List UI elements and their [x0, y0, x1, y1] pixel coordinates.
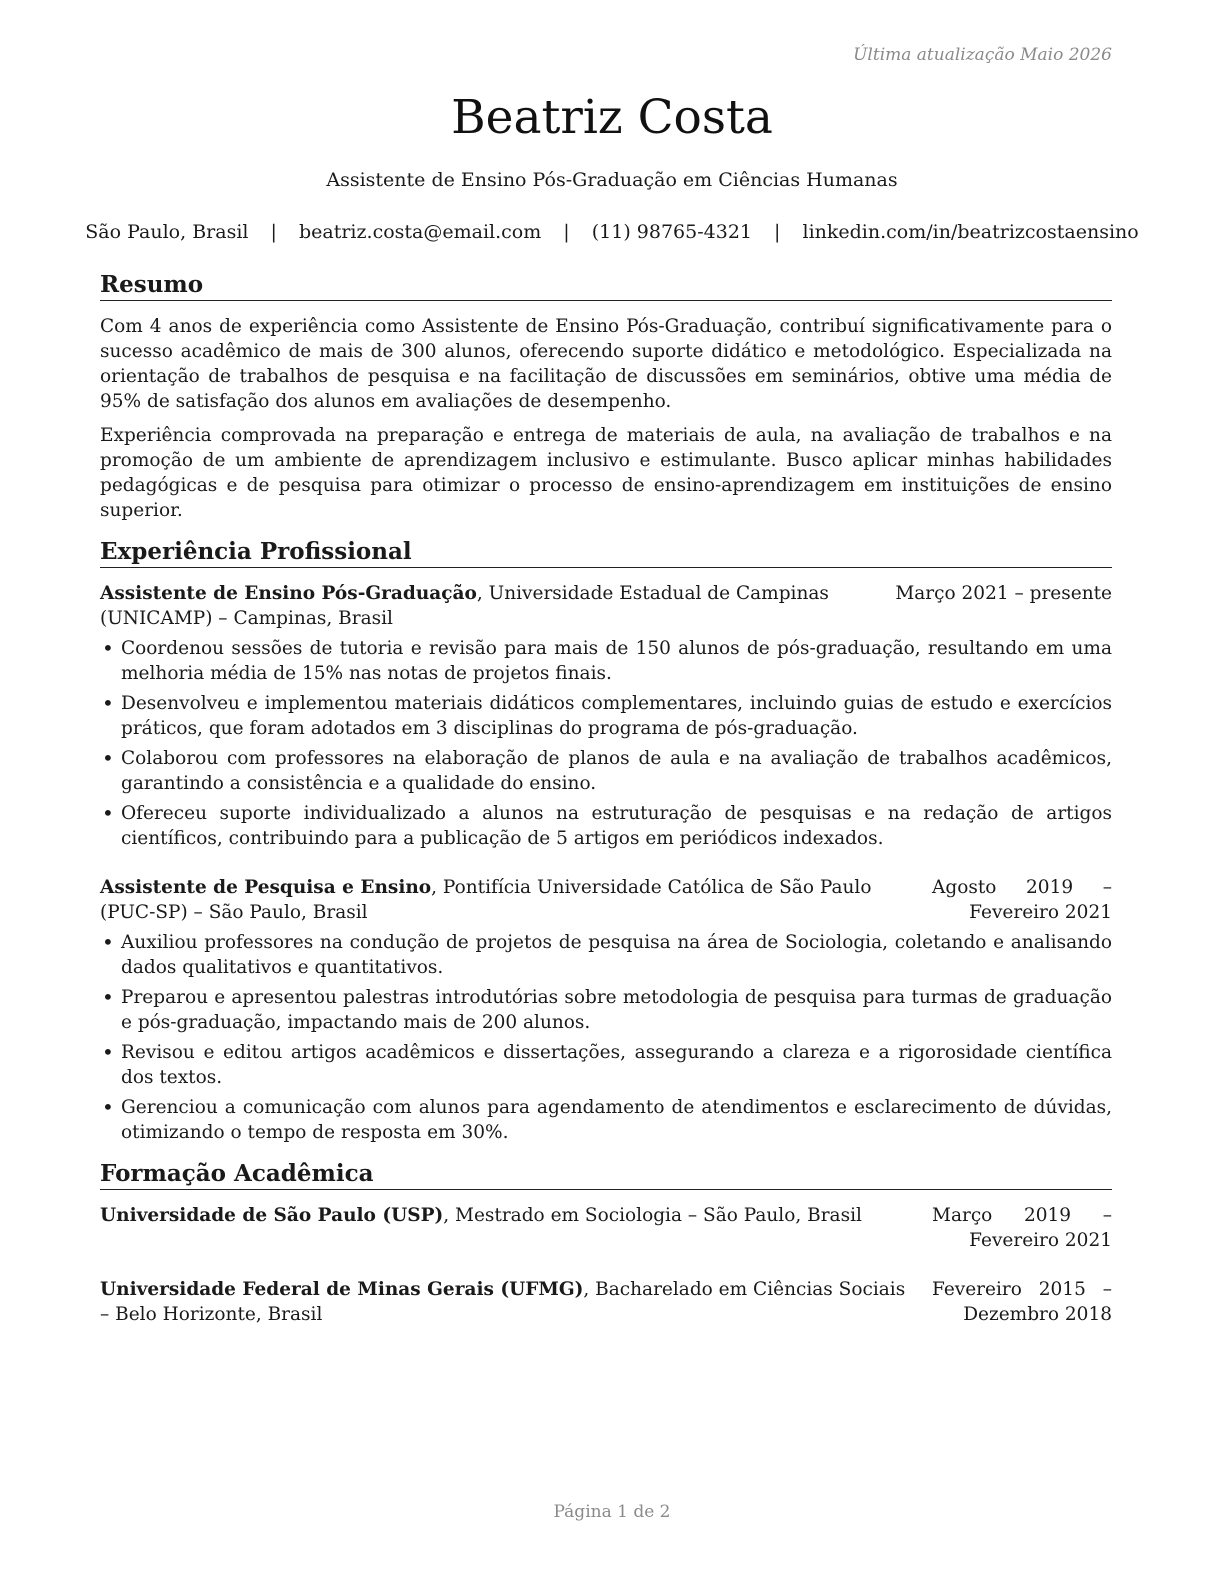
entry-header [100, 875, 1112, 925]
entry-header [100, 1277, 1112, 1327]
candidate-name: Beatriz Costa [451, 90, 773, 145]
summary-paragraph: Experiência comprovada na preparação e entrega de materiais de aula, na avaliação de trabalhos e na promoção de um ambiente de aprendizagem inclusivo e estimulante. Busco aplicar minhas habilidades pedagógicas e de pesquisa para otimizar o processo de ensino-aprendizagem em instituições de ensino superior. [100, 425, 1112, 521]
bullet-item: • Preparou e apresentou palestras introdutórias sobre metodologia de pesquisa para turmas de graduação e pós-graduação, impactando mais de 200 alunos. [100, 985, 1112, 1035]
resume-content [100, 270, 1112, 1327]
bullet-item: • Ofereceu suporte individualizado a alunos na estruturação de pesquisas e na redação de artigos científicos, contribuindo para a publicação de 5 artigos em periódicos indexados. [100, 801, 1112, 851]
entry-dates: Agosto 2019 – Fevereiro 2021 [932, 877, 1112, 923]
bullet-item: • Colaborou com professores na elaboração de planos de aula e na avaliação de trabalhos acadêmicos, garantindo a consistência e a qualidade do ensino. [100, 746, 1112, 796]
entry-title [100, 1203, 908, 1228]
entry-organization: , Pontifícia Universidade Católica de São Paulo (PUC-SP) – São Paulo, Brasil [100, 877, 872, 923]
entry-degree: , Bacharelado em Ciências Sociais – Belo Horizonte, Brasil [100, 1279, 906, 1325]
last-updated: Última atualização Maio 2026 [853, 45, 1112, 65]
entry-title [100, 581, 871, 631]
entry-header [100, 581, 1112, 631]
bullet-list [100, 930, 1112, 1145]
bullet-list [100, 636, 1112, 851]
education-entry [100, 1277, 1112, 1327]
entry-degree: , Mestrado em Sociologia – São Paulo, Brasil [443, 1205, 862, 1226]
entry-role: Assistente de Ensino Pós-Graduação [100, 583, 477, 604]
contact-linkedin[interactable]: linkedin.com/in/beatrizcostaensino [802, 221, 1139, 243]
experience-entry [100, 581, 1112, 851]
summary-paragraph: Com 4 anos de experiência como Assistente de Ensino Pós-Graduação, contribuí significativamente para o sucesso acadêmico de mais de 300 alunos, oferecendo suporte didático e metodológico. Especializada na orientação de trabalhos de pesquisa e na facilitação de discussões em seminários, obtive uma média de 95% de satisfação dos alunos em avaliações de desempenho. [100, 316, 1112, 412]
page-number: Página 1 de 2 [553, 1502, 671, 1522]
bullet-item: • Revisou e editou artigos acadêmicos e dissertações, assegurando a clareza e a rigorosidade científica dos textos. [100, 1040, 1112, 1090]
section-title-experience: Experiência Profissional [100, 537, 1112, 568]
entry-header [100, 1203, 1112, 1253]
entry-title [100, 1277, 908, 1327]
bullet-item: • Coordenou sessões de tutoria e revisão para mais de 150 alunos de pós-graduação, resultando em uma melhoria média de 15% nas notas de projetos finais. [100, 636, 1112, 686]
entry-dates: Fevereiro 2015 – Dezembro 2018 [932, 1279, 1112, 1325]
contact-separator: | [563, 221, 570, 243]
contact-line [0, 220, 1224, 244]
experience-entry [100, 875, 1112, 1145]
contact-separator: | [270, 221, 277, 243]
section-title-summary: Resumo [100, 270, 1112, 301]
bullet-item: • Gerenciou a comunicação com alunos para agendamento de atendimentos e esclarecimento de dúvidas, otimizando o tempo de resposta em 30%. [100, 1095, 1112, 1145]
contact-location: São Paulo, Brasil [85, 221, 249, 243]
entry-school: Universidade de São Paulo (USP) [100, 1205, 444, 1226]
entry-role: Assistente de Pesquisa e Ensino [100, 877, 432, 898]
contact-phone: (11) 98765-4321 [591, 221, 752, 243]
entry-dates: Março 2021 – presente [895, 583, 1112, 604]
entry-title [100, 875, 908, 925]
contact-email[interactable]: beatriz.costa@email.com [298, 221, 542, 243]
entry-dates: Março 2019 – Fevereiro 2021 [932, 1205, 1112, 1251]
bullet-item: • Desenvolveu e implementou materiais didáticos complementares, incluindo guias de estudo e exercícios práticos, que foram adotados em 3 disciplinas do programa de pós-graduação. [100, 691, 1112, 741]
education-entry [100, 1203, 1112, 1253]
section-title-education: Formação Acadêmica [100, 1159, 1112, 1190]
headline: Assistente de Ensino Pós-Graduação em Ciências Humanas [326, 169, 898, 191]
entry-organization: , Universidade Estadual de Campinas (UNICAMP) – Campinas, Brasil [100, 583, 829, 629]
bullet-item: • Auxiliou professores na condução de projetos de pesquisa na área de Sociologia, coletando e analisando dados qualitativos e quantitativos. [100, 930, 1112, 980]
entry-school: Universidade Federal de Minas Gerais (UFMG) [100, 1279, 584, 1300]
contact-separator: | [774, 221, 781, 243]
